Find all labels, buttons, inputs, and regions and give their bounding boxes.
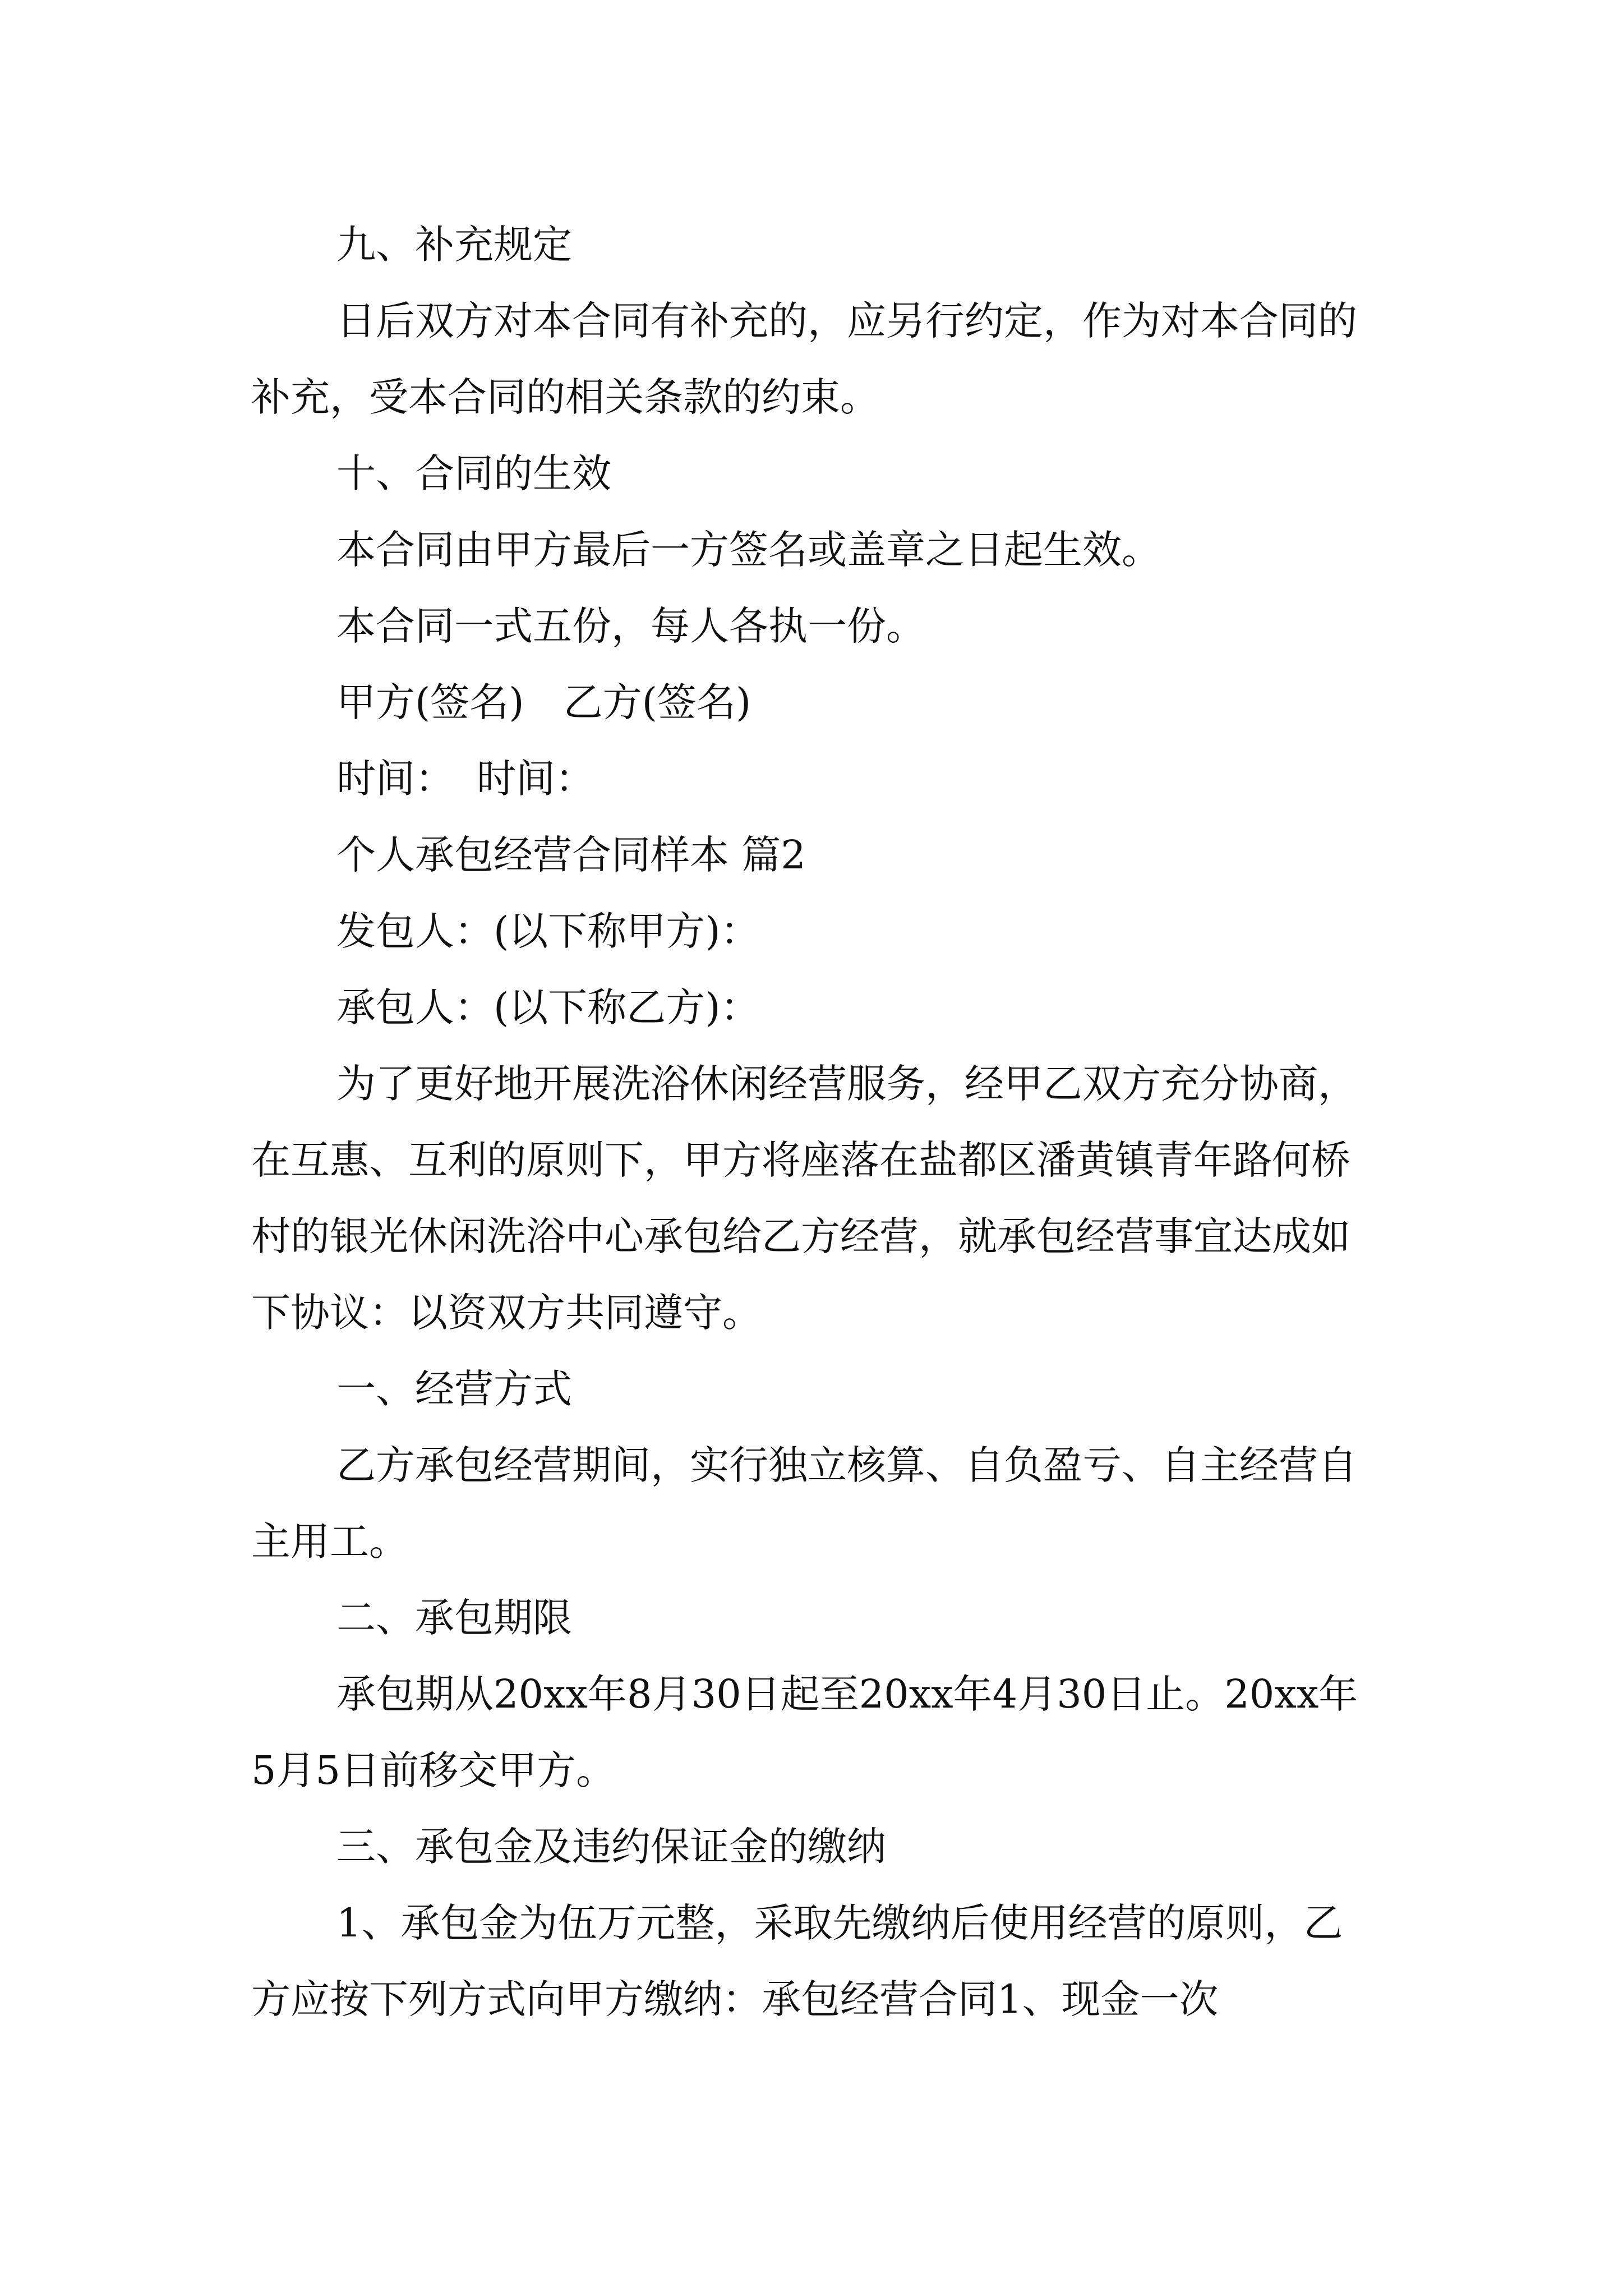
paragraph-term: 承包期从20xx年8月30日起至20xx年4月30日止。20xx年5月5日前移交甲方。 [251,1671,1358,1793]
section-heading-effectiveness: 十、合同的生效 [336,450,611,496]
document-body [251,206,1380,2037]
paragraph-payment: 1、承包金为伍万元整，采取先缴纳后使用经营的原则，乙方应按下列方式向甲方缴纳：承包经营合同1、现金一次 [251,1900,1343,2022]
time-label-a: 时间： [336,756,454,802]
paragraph-copies: 本合同一式五份，每人各执一份。 [336,603,925,649]
section-heading-term: 二、承包期限 [336,1595,572,1641]
paragraph-contractor: 承包人：(以下称乙方)： [336,984,760,1030]
section-heading-supplementary: 九、补充规定 [336,222,572,268]
paragraph-effective-date: 本合同由甲方最后一方签名或盖章之日起生效。 [336,527,1161,573]
signature-party-b: 乙方(签名) [563,679,751,725]
paragraph-contractor-issuer: 发包人：(以下称甲方)： [336,908,760,954]
contract-title-2: 个人承包经营合同样本 篇2 [336,832,806,878]
time-label-b: 时间： [477,756,594,802]
section-heading-operation-mode: 一、经营方式 [336,1366,572,1412]
paragraph-operation-mode: 乙方承包经营期间，实行独立核算、自负盈亏、自主经营自主用工。 [251,1442,1357,1565]
paragraph-preamble: 为了更好地开展洗浴休闲经营服务，经甲乙双方充分协商，在互惠、互利的原则下，甲方将座落在盐都区潘黄镇青年路何桥村的银光休闲洗浴中心承包给乙方经营，就承包经营事宜达成如下协议：以资双方共同遵守。 [251,1061,1357,1336]
signature-line [251,664,1380,740]
paragraph-supplementary: 日后双方对本合同有补充的，应另行约定，作为对本合同的补充，受本合同的相关条款的约束。 [251,298,1357,420]
signature-party-a: 甲方(签名) [336,679,524,725]
time-line [251,740,1380,817]
section-heading-payment: 三、承包金及违约保证金的缴纳 [336,1824,886,1870]
